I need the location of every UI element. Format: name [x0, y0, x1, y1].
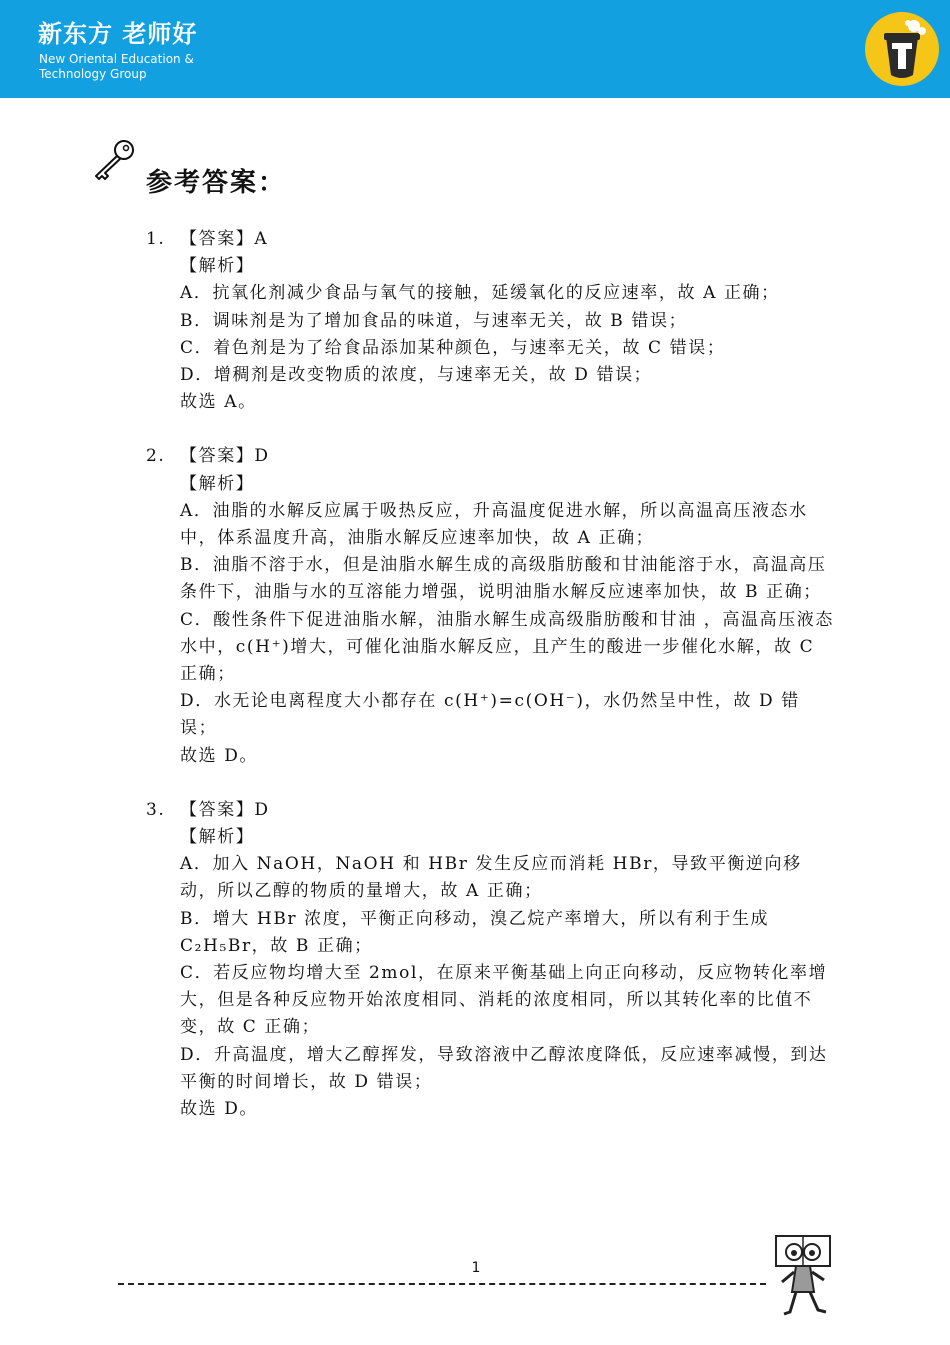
- analysis-line: D．增稠剂是改变物质的浓度，与速率无关，故 D 错误；: [180, 365, 653, 386]
- question-header: [146, 443, 836, 470]
- answer-label: 【答案】D: [180, 446, 270, 467]
- answer-label: 【答案】A: [180, 229, 269, 249]
- analysis-line: A．抗氧化剂减少食品与氧气的接触，延缓氧化的反应速率，故 A 正确；: [180, 283, 780, 304]
- question-1: [146, 226, 836, 416]
- brand-en-line1: New Oriental Education &: [39, 52, 194, 66]
- analysis-label: 【解析】: [180, 256, 255, 277]
- analysis-line: B．增大 HBr 浓度，平衡正向移动，溴乙烷产率增大，所以有利于生成 C₂H₅Br，故 B 正确；: [180, 908, 770, 956]
- question-3: [146, 797, 836, 1123]
- header-banner: [0, 0, 950, 98]
- question-number: 2.: [146, 446, 166, 467]
- key-icon: [90, 136, 140, 186]
- analysis-line: C．酸性条件下促进油脂水解，油脂水解生成高级脂肪酸和甘油 ，高温高压液态水中，c(H⁺)增大，可催化油脂水解反应，且产生的酸进一步催化水解，故 C 正确；: [180, 609, 835, 685]
- page-title: 参考答案：: [146, 168, 287, 198]
- page-number: 1: [471, 1260, 481, 1276]
- analysis-line: B．油脂不溶于水，但是油脂水解生成的高级脂肪酸和甘油能溶于水，高温高压条件下，油脂与水的互溶能力增强，说明油脂水解反应速率加快，故 B 正确；: [180, 555, 827, 603]
- analysis-line: C．着色剂是为了给食品添加某种颜色，与速率无关，故 C 错误；: [180, 337, 726, 358]
- analysis-line: C．若反应物均增大至 2mol，在原来平衡基础上向正向移动，反应物转化率增大，但是各种反应物开始浓度相同、消耗的浓度相同，所以其转化率的比值不变，故 C 正确；: [180, 963, 828, 1038]
- analysis-line: B．调味剂是为了增加食品的味道，与速率无关，故 B 错误；: [180, 310, 688, 331]
- analysis-line: A．加入 NaOH，NaOH 和 HBr 发生反应而消耗 HBr，导致平衡逆向移动，所以乙醇的物质的量增大，故 A 正确；: [180, 854, 802, 902]
- logo-icon: [864, 11, 940, 87]
- brand-name-cn: 新东方 老师好: [38, 20, 198, 48]
- brand-en-line2: Technology Group: [39, 67, 147, 81]
- footer-divider: [118, 1283, 766, 1285]
- analysis-line: D．水无论电离程度大小都存在 c(H⁺)=c(OH⁻)，水仍然呈中性，故 D 错误；: [180, 691, 800, 739]
- conclusion-line: 故选 D。: [180, 1099, 259, 1120]
- analysis-line: A．油脂的水解反应属于吸热反应，升高温度促进水解，所以高温高压液态水中，体系温度升高，油脂水解反应速率加快，故 A 正确；: [180, 500, 808, 549]
- question-header: [146, 797, 836, 824]
- question-2: [146, 443, 836, 769]
- question-number: 3.: [146, 799, 166, 820]
- answers-list: [146, 226, 836, 1150]
- mascot-icon: [770, 1232, 836, 1320]
- conclusion-line: 故选 A。: [180, 392, 257, 413]
- brand-name-en: [39, 52, 239, 82]
- analysis-label: 【解析】: [180, 827, 255, 848]
- conclusion-line: 故选 D。: [180, 745, 259, 766]
- analysis-label: 【解析】: [180, 473, 255, 494]
- analysis-line: D．升高温度，增大乙醇挥发，导致溶液中乙醇浓度降低，反应速率减慢，到达平衡的时间增长，故 D 错误；: [180, 1044, 828, 1092]
- question-header: [146, 226, 836, 253]
- question-number: 1.: [146, 229, 166, 249]
- answer-label: 【答案】D: [180, 799, 270, 820]
